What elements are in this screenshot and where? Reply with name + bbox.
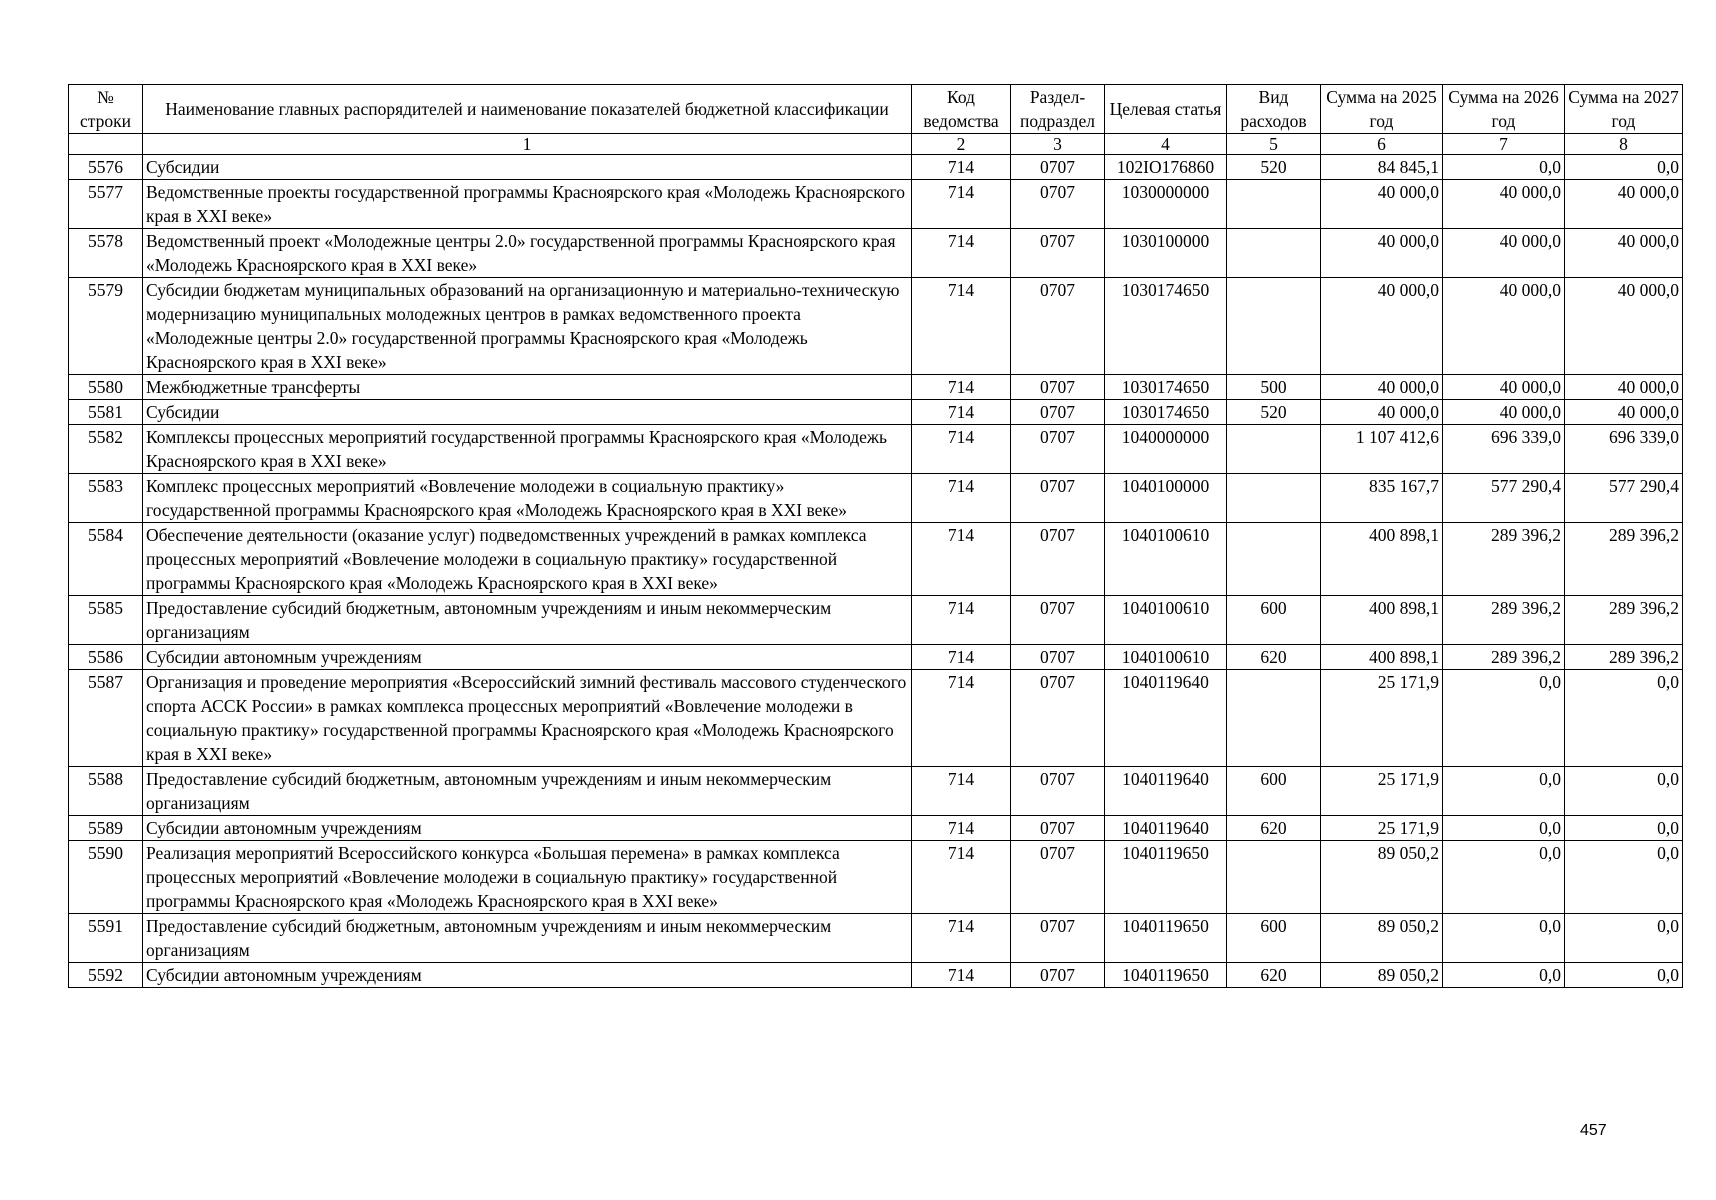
- column-number: 6: [1321, 134, 1443, 155]
- cell-target: 1040100000: [1105, 474, 1227, 523]
- cell-sum-2027: 0,0: [1565, 767, 1683, 816]
- cell-sum-2027: 0,0: [1565, 914, 1683, 963]
- table-header: [69, 85, 1683, 155]
- cell-sum-2027: 40 000,0: [1565, 400, 1683, 425]
- cell-name: Предоставление субсидий бюджетным, автономным учреждениям и иным некоммерческим организациям: [143, 767, 912, 816]
- table-row: [69, 816, 1683, 841]
- cell-row-no: 5591: [69, 914, 143, 963]
- cell-row-no: 5584: [69, 523, 143, 596]
- cell-sum-2025: 25 171,9: [1321, 767, 1443, 816]
- header-dept-code: Код ведомства: [912, 85, 1011, 134]
- cell-sum-2026: 0,0: [1443, 670, 1565, 767]
- cell-target: 1040119640: [1105, 816, 1227, 841]
- cell-sum-2026: 0,0: [1443, 767, 1565, 816]
- header-expense-kind: Вид расходов: [1227, 85, 1321, 134]
- cell-section: 0707: [1011, 767, 1105, 816]
- column-number: 5: [1227, 134, 1321, 155]
- header-target: Целевая статья: [1105, 85, 1227, 134]
- cell-sum-2025: 40 000,0: [1321, 375, 1443, 400]
- cell-row-no: 5578: [69, 229, 143, 278]
- cell-name: Предоставление субсидий бюджетным, автономным учреждениям и иным некоммерческим организациям: [143, 914, 912, 963]
- cell-target: 1030174650: [1105, 400, 1227, 425]
- cell-row-no: 5581: [69, 400, 143, 425]
- cell-target: 1040119640: [1105, 670, 1227, 767]
- cell-sum-2027: 289 396,2: [1565, 596, 1683, 645]
- cell-row-no: 5592: [69, 963, 143, 988]
- cell-dept-code: 714: [912, 375, 1011, 400]
- cell-section: 0707: [1011, 375, 1105, 400]
- cell-row-no: 5576: [69, 155, 143, 180]
- cell-sum-2027: 40 000,0: [1565, 229, 1683, 278]
- cell-name: Субсидии бюджетам муниципальных образований на организационную и материально-техническую модернизацию муниципальных молодежных центров в рамках ведомственного проекта «Молодежные центры 2.0» государственной программы Красноярского края «Молодежь Красноярского края в XXI веке»: [143, 278, 912, 375]
- cell-expense-kind: 620: [1227, 816, 1321, 841]
- cell-row-no: 5577: [69, 180, 143, 229]
- cell-target: 1040119650: [1105, 841, 1227, 914]
- cell-expense-kind: 620: [1227, 645, 1321, 670]
- cell-dept-code: 714: [912, 767, 1011, 816]
- cell-sum-2025: 40 000,0: [1321, 400, 1443, 425]
- cell-target: 1040000000: [1105, 425, 1227, 474]
- cell-dept-code: 714: [912, 474, 1011, 523]
- cell-sum-2025: 400 898,1: [1321, 596, 1443, 645]
- cell-expense-kind: [1227, 425, 1321, 474]
- cell-expense-kind: [1227, 841, 1321, 914]
- column-number: 4: [1105, 134, 1227, 155]
- table-row: [69, 155, 1683, 180]
- column-number: 2: [912, 134, 1011, 155]
- cell-sum-2026: 0,0: [1443, 155, 1565, 180]
- cell-sum-2025: 835 167,7: [1321, 474, 1443, 523]
- header-sum-2027: Сумма на 2027 год: [1565, 85, 1683, 134]
- cell-sum-2026: 0,0: [1443, 816, 1565, 841]
- cell-target: 1040119650: [1105, 914, 1227, 963]
- cell-sum-2027: 0,0: [1565, 670, 1683, 767]
- cell-target: 1030000000: [1105, 180, 1227, 229]
- cell-section: 0707: [1011, 425, 1105, 474]
- cell-sum-2027: 289 396,2: [1565, 645, 1683, 670]
- cell-expense-kind: 600: [1227, 914, 1321, 963]
- cell-section: 0707: [1011, 670, 1105, 767]
- cell-sum-2027: 0,0: [1565, 841, 1683, 914]
- table-row: [69, 278, 1683, 375]
- cell-dept-code: 714: [912, 963, 1011, 988]
- cell-sum-2025: 400 898,1: [1321, 523, 1443, 596]
- table-row: [69, 767, 1683, 816]
- cell-expense-kind: 600: [1227, 767, 1321, 816]
- cell-name: Межбюджетные трансферты: [143, 375, 912, 400]
- cell-sum-2027: 40 000,0: [1565, 375, 1683, 400]
- cell-section: 0707: [1011, 645, 1105, 670]
- cell-row-no: 5590: [69, 841, 143, 914]
- cell-dept-code: 714: [912, 425, 1011, 474]
- column-number: 8: [1565, 134, 1683, 155]
- table-row: [69, 645, 1683, 670]
- cell-sum-2025: 40 000,0: [1321, 180, 1443, 229]
- cell-expense-kind: [1227, 180, 1321, 229]
- cell-dept-code: 714: [912, 155, 1011, 180]
- cell-sum-2025: 25 171,9: [1321, 670, 1443, 767]
- cell-row-no: 5586: [69, 645, 143, 670]
- cell-dept-code: 714: [912, 645, 1011, 670]
- cell-name: Субсидии: [143, 155, 912, 180]
- cell-name: Субсидии автономным учреждениям: [143, 645, 912, 670]
- cell-sum-2026: 40 000,0: [1443, 400, 1565, 425]
- column-number-row: [69, 134, 1683, 155]
- budget-table: [68, 84, 1683, 988]
- cell-name: Субсидии автономным учреждениям: [143, 816, 912, 841]
- cell-section: 0707: [1011, 523, 1105, 596]
- cell-section: 0707: [1011, 229, 1105, 278]
- table-row: [69, 474, 1683, 523]
- cell-row-no: 5582: [69, 425, 143, 474]
- header-row: [69, 85, 1683, 134]
- cell-section: 0707: [1011, 278, 1105, 375]
- cell-dept-code: 714: [912, 180, 1011, 229]
- cell-target: 1030100000: [1105, 229, 1227, 278]
- cell-name: Комплексы процессных мероприятий государственной программы Красноярского края «Молодежь Красноярского края в XXI веке»: [143, 425, 912, 474]
- cell-row-no: 5580: [69, 375, 143, 400]
- cell-name: Реализация мероприятий Всероссийского конкурса «Большая перемена» в рамках комплекса процессных мероприятий «Вовлечение молодежи в социальную практику» государственной программы Красноярского края «Молодежь Красноярского края в XXI веке»: [143, 841, 912, 914]
- cell-target: 1040119650: [1105, 963, 1227, 988]
- cell-dept-code: 714: [912, 278, 1011, 375]
- cell-dept-code: 714: [912, 841, 1011, 914]
- cell-section: 0707: [1011, 914, 1105, 963]
- cell-sum-2027: 0,0: [1565, 155, 1683, 180]
- cell-name: Ведомственные проекты государственной программы Красноярского края «Молодежь Красноярского края в XXI веке»: [143, 180, 912, 229]
- table-row: [69, 841, 1683, 914]
- table-row: [69, 425, 1683, 474]
- table-row: [69, 963, 1683, 988]
- cell-row-no: 5587: [69, 670, 143, 767]
- cell-sum-2025: 84 845,1: [1321, 155, 1443, 180]
- cell-dept-code: 714: [912, 229, 1011, 278]
- cell-sum-2027: 0,0: [1565, 963, 1683, 988]
- cell-expense-kind: [1227, 523, 1321, 596]
- table-row: [69, 670, 1683, 767]
- cell-sum-2025: 40 000,0: [1321, 278, 1443, 375]
- cell-sum-2027: 577 290,4: [1565, 474, 1683, 523]
- header-name: Наименование главных распорядителей и наименование показателей бюджетной классификации: [143, 85, 912, 134]
- cell-name: Предоставление субсидий бюджетным, автономным учреждениям и иным некоммерческим организациям: [143, 596, 912, 645]
- cell-expense-kind: 500: [1227, 375, 1321, 400]
- cell-expense-kind: [1227, 278, 1321, 375]
- cell-sum-2026: 40 000,0: [1443, 278, 1565, 375]
- cell-sum-2025: 40 000,0: [1321, 229, 1443, 278]
- table-body: [69, 155, 1683, 988]
- table-row: [69, 596, 1683, 645]
- cell-sum-2025: 89 050,2: [1321, 841, 1443, 914]
- cell-target: 1040100610: [1105, 596, 1227, 645]
- cell-expense-kind: [1227, 670, 1321, 767]
- table-row: [69, 375, 1683, 400]
- cell-expense-kind: [1227, 229, 1321, 278]
- table-row: [69, 523, 1683, 596]
- column-number: 7: [1443, 134, 1565, 155]
- cell-sum-2026: 0,0: [1443, 841, 1565, 914]
- table-row: [69, 914, 1683, 963]
- cell-section: 0707: [1011, 816, 1105, 841]
- table-row: [69, 400, 1683, 425]
- cell-sum-2027: 696 339,0: [1565, 425, 1683, 474]
- cell-sum-2025: 1 107 412,6: [1321, 425, 1443, 474]
- header-sum-2026: Сумма на 2026 год: [1443, 85, 1565, 134]
- header-section: Раздел-подраздел: [1011, 85, 1105, 134]
- cell-row-no: 5585: [69, 596, 143, 645]
- cell-section: 0707: [1011, 841, 1105, 914]
- cell-name: Организация и проведение мероприятия «Всероссийский зимний фестиваль массового студенческого спорта АССК России» в рамках комплекса процессных мероприятий «Вовлечение молодежи в социальную практику» государственной программы Красноярского края «Молодежь Красноярского края в XXI веке»: [143, 670, 912, 767]
- cell-expense-kind: 600: [1227, 596, 1321, 645]
- cell-sum-2027: 40 000,0: [1565, 278, 1683, 375]
- cell-sum-2026: 577 290,4: [1443, 474, 1565, 523]
- cell-sum-2026: 40 000,0: [1443, 180, 1565, 229]
- cell-section: 0707: [1011, 180, 1105, 229]
- cell-dept-code: 714: [912, 816, 1011, 841]
- cell-sum-2026: 289 396,2: [1443, 645, 1565, 670]
- cell-expense-kind: [1227, 474, 1321, 523]
- table-row: [69, 180, 1683, 229]
- cell-name: Комплекс процессных мероприятий «Вовлечение молодежи в социальную практику» государственной программы Красноярского края «Молодежь Красноярского края в XXI веке»: [143, 474, 912, 523]
- cell-name: Субсидии автономным учреждениям: [143, 963, 912, 988]
- cell-sum-2025: 400 898,1: [1321, 645, 1443, 670]
- cell-dept-code: 714: [912, 523, 1011, 596]
- cell-sum-2026: 289 396,2: [1443, 523, 1565, 596]
- cell-sum-2026: 40 000,0: [1443, 229, 1565, 278]
- table-row: [69, 229, 1683, 278]
- cell-name: Обеспечение деятельности (оказание услуг) подведомственных учреждений в рамках комплекса процессных мероприятий «Вовлечение молодежи в социальную практику» государственной программы Красноярского края «Молодежь Красноярского края в XXI веке»: [143, 523, 912, 596]
- cell-sum-2026: 0,0: [1443, 963, 1565, 988]
- cell-row-no: 5583: [69, 474, 143, 523]
- cell-sum-2025: 25 171,9: [1321, 816, 1443, 841]
- cell-section: 0707: [1011, 155, 1105, 180]
- cell-target: 1040100610: [1105, 523, 1227, 596]
- cell-expense-kind: 520: [1227, 155, 1321, 180]
- cell-target: 1030174650: [1105, 278, 1227, 375]
- column-number: 3: [1011, 134, 1105, 155]
- cell-section: 0707: [1011, 474, 1105, 523]
- page-number: 457: [1580, 1122, 1607, 1139]
- cell-row-no: 5589: [69, 816, 143, 841]
- cell-sum-2026: 696 339,0: [1443, 425, 1565, 474]
- cell-sum-2025: 89 050,2: [1321, 914, 1443, 963]
- cell-sum-2025: 89 050,2: [1321, 963, 1443, 988]
- cell-expense-kind: 620: [1227, 963, 1321, 988]
- cell-sum-2026: 0,0: [1443, 914, 1565, 963]
- header-row-no: № строки: [69, 85, 143, 134]
- column-number: 1: [143, 134, 912, 155]
- header-sum-2025: Сумма на 2025 год: [1321, 85, 1443, 134]
- cell-sum-2027: 40 000,0: [1565, 180, 1683, 229]
- cell-target: 1040100610: [1105, 645, 1227, 670]
- cell-expense-kind: 520: [1227, 400, 1321, 425]
- cell-row-no: 5579: [69, 278, 143, 375]
- cell-sum-2026: 289 396,2: [1443, 596, 1565, 645]
- cell-name: Субсидии: [143, 400, 912, 425]
- cell-dept-code: 714: [912, 596, 1011, 645]
- cell-sum-2027: 289 396,2: [1565, 523, 1683, 596]
- cell-name: Ведомственный проект «Молодежные центры 2.0» государственной программы Красноярского края «Молодежь Красноярского края в XXI веке»: [143, 229, 912, 278]
- cell-target: 102IO176860: [1105, 155, 1227, 180]
- cell-dept-code: 714: [912, 400, 1011, 425]
- cell-section: 0707: [1011, 400, 1105, 425]
- cell-dept-code: 714: [912, 670, 1011, 767]
- cell-dept-code: 714: [912, 914, 1011, 963]
- cell-section: 0707: [1011, 963, 1105, 988]
- cell-target: 1040119640: [1105, 767, 1227, 816]
- cell-sum-2026: 40 000,0: [1443, 375, 1565, 400]
- cell-row-no: 5588: [69, 767, 143, 816]
- cell-target: 1030174650: [1105, 375, 1227, 400]
- cell-sum-2027: 0,0: [1565, 816, 1683, 841]
- column-number: [69, 134, 143, 155]
- cell-section: 0707: [1011, 596, 1105, 645]
